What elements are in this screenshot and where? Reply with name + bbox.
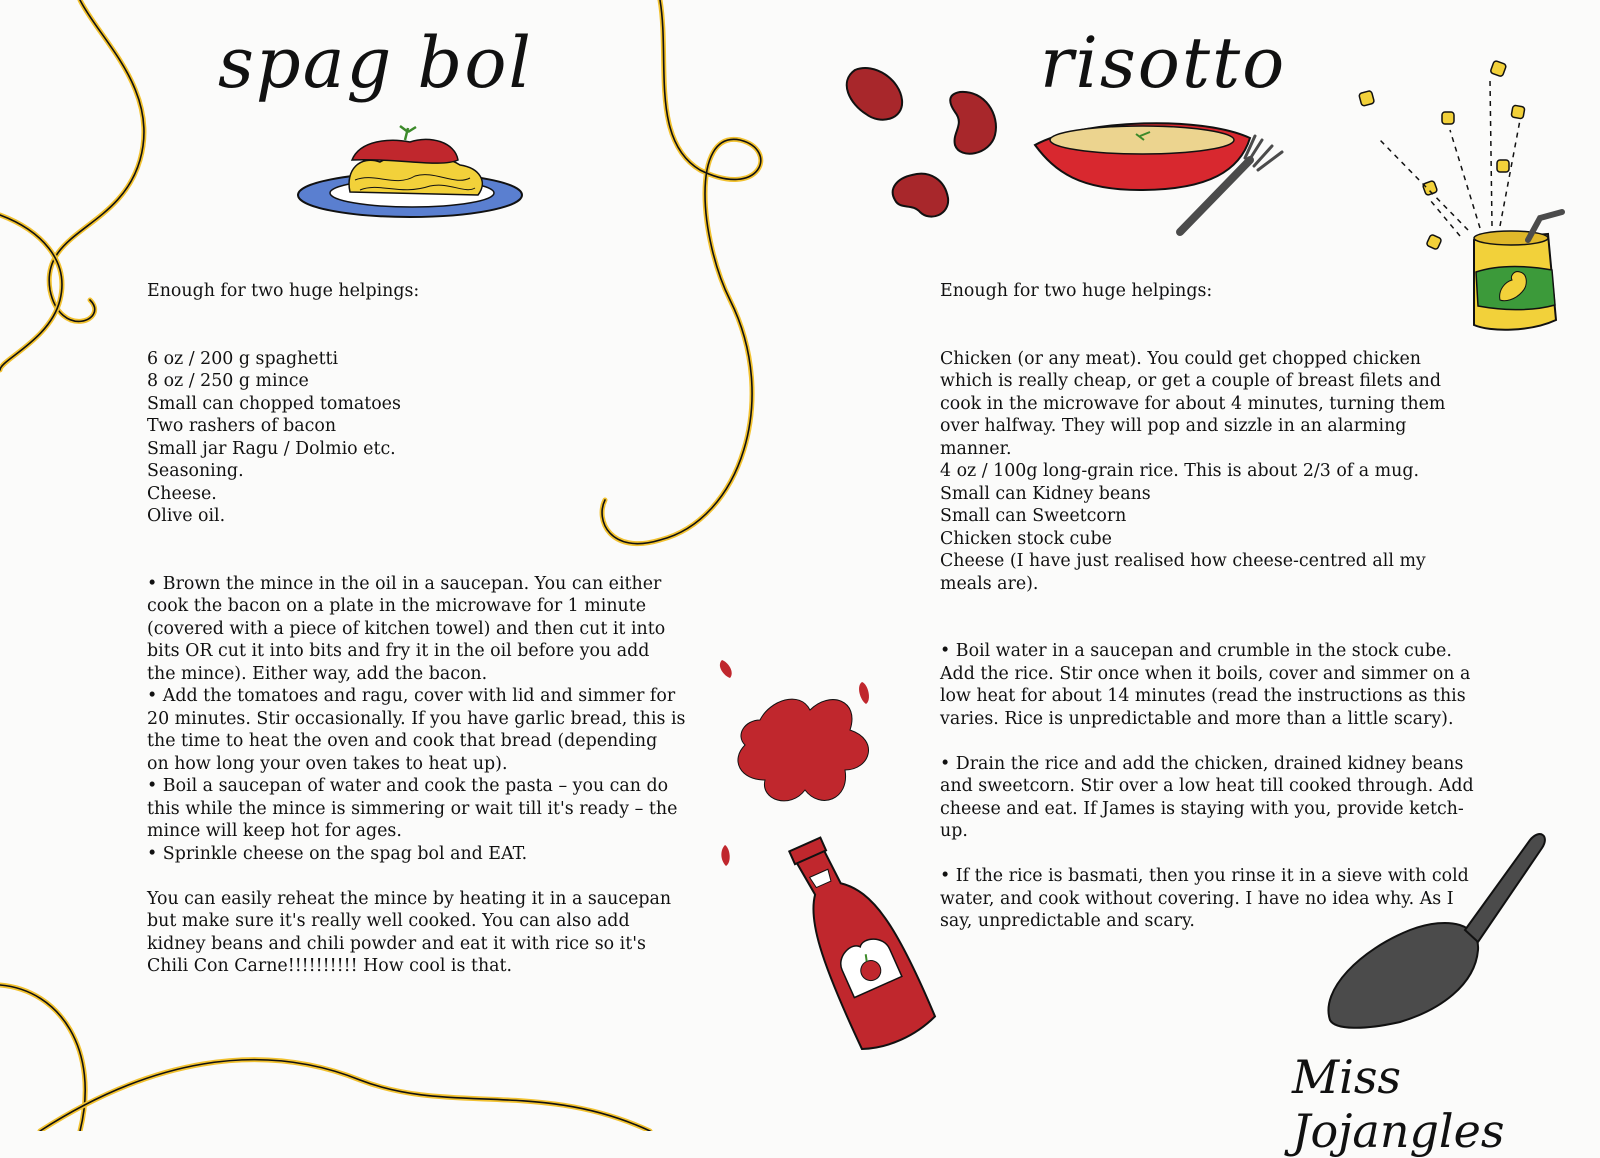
ingredient-item: Small can chopped tomatoes <box>147 393 401 414</box>
serves-line: Enough for two huge helpings: <box>147 281 420 301</box>
method-line: water, and cook without covering. I have no idea why. As I <box>940 888 1454 909</box>
method-steps <box>147 573 686 866</box>
ingredient-item: 6 oz / 200 g spaghetti <box>147 348 339 369</box>
ingredient-item: Cheese (I have just realised how cheese-centred all my <box>940 551 1426 571</box>
method-line: cheese and eat. If James is staying with you, provide ketch- <box>940 798 1464 819</box>
ingredient-item: Olive oil. <box>147 506 226 526</box>
risotto-bowl-illustration <box>1035 123 1282 232</box>
method-line: say, unpredictable and scary. <box>940 911 1195 931</box>
method-step-1 <box>940 640 1480 730</box>
method-line: varies. Rice is unpredictable and more than a little scary). <box>940 708 1454 729</box>
pasta-ribbon-bottom <box>0 985 650 1131</box>
spag-bol-recipe <box>147 280 686 978</box>
ingredient-item: Small can Sweetcorn <box>940 506 1127 526</box>
method-step-2 <box>940 753 1480 843</box>
method-line: and sweetcorn. Stir over a low heat till cooked through. Add <box>940 776 1474 796</box>
method-step-3 <box>940 865 1480 933</box>
method-line: • Drain the rice and add the chicken, drained kidney beans <box>940 753 1464 774</box>
kidney-beans-illustration <box>847 68 996 217</box>
method-line: this while the mince is simmering or wait till it's ready – the <box>147 798 678 819</box>
ingredient-list <box>940 348 1480 596</box>
method-line: (covered with a piece of kitchen towel) and then cut it into <box>147 618 666 639</box>
ketchup-bottle-illustration <box>720 660 938 1056</box>
ingredient-item: meals are). <box>940 573 1039 594</box>
ingredient-item: Chicken stock cube <box>940 528 1112 549</box>
method-line: bits OR cut it into bits and fry it in the oil before you add <box>147 641 650 661</box>
method-line: 20 minutes. Stir occasionally. If you have garlic bread, this is <box>147 708 686 729</box>
reheat-note <box>147 888 672 978</box>
method-line: • Boil water in a saucepan and crumble in the stock cube. <box>940 641 1452 661</box>
risotto-title: risotto <box>1040 22 1287 104</box>
spaghetti-plate-illustration <box>298 126 522 217</box>
method-line: • Brown the mince in the oil in a saucepan. You can either <box>147 573 662 594</box>
serves-line: Enough for two huge helpings: <box>940 281 1213 301</box>
ingredient-item: Small jar Ragu / Dolmio etc. <box>147 438 396 459</box>
method-line: • Add the tomatoes and ragu, cover with lid and simmer for <box>147 686 676 706</box>
method-line: mince will keep hot for ages. <box>147 821 402 841</box>
method-line: up. <box>940 821 968 841</box>
method-line: low heat for about 14 minutes (read the instructions as this <box>940 686 1466 706</box>
method-line: the time to heat the oven and cook that bread (depending <box>147 731 658 751</box>
ingredient-item: 8 oz / 250 g mince <box>147 371 309 391</box>
ingredient-item: manner. <box>940 438 1012 459</box>
risotto-recipe <box>940 280 1480 933</box>
method-line: • Sprinkle cheese on the spag bol and EAT. <box>147 843 528 864</box>
note-line: You can easily reheat the mince by heating it in a saucepan <box>147 888 672 909</box>
pasta-ribbon-top-left <box>0 0 144 370</box>
ingredient-list <box>147 348 667 528</box>
ingredient-item: which is really cheap, or get a couple of breast filets and <box>940 371 1442 391</box>
method-line: Add the rice. Stir once when it boils, cover and simmer on a <box>940 663 1471 684</box>
ingredient-item: Chicken (or any meat). You could get chopped chicken <box>940 348 1422 369</box>
method-line: cook the bacon on a plate in the microwave for 1 minute <box>147 596 647 616</box>
note-line: kidney beans and chili powder and eat it with rice so it's <box>147 933 646 954</box>
method-line: • If the rice is basmati, then you rinse it in a sieve with cold <box>940 866 1469 886</box>
spag-bol-title: spag bol <box>218 22 533 104</box>
ingredient-item: cook in the microwave for about 4 minutes, turning them <box>940 393 1446 414</box>
ingredient-item: Small can Kidney beans <box>940 483 1151 504</box>
signature: Miss Jojangles <box>1292 1050 1505 1158</box>
note-line: but make sure it's really well cooked. You can also add <box>147 911 630 931</box>
ingredient-item: Seasoning. <box>147 461 244 481</box>
ingredient-item: Two rashers of bacon <box>147 416 337 436</box>
ingredient-item: Cheese. <box>147 483 217 504</box>
method-line: on how long your oven takes to heat up). <box>147 753 508 774</box>
ingredient-item: over halfway. They will pop and sizzle in an alarming <box>940 416 1407 436</box>
method-line: • Boil a saucepan of water and cook the pasta – you can do <box>147 776 669 796</box>
note-line: Chili Con Carne!!!!!!!!!! How cool is that. <box>147 956 513 976</box>
ingredient-item: 4 oz / 100g long-grain rice. This is about 2/3 of a mug. <box>940 461 1420 481</box>
method-line: the mince). Either way, add the bacon. <box>147 663 488 684</box>
